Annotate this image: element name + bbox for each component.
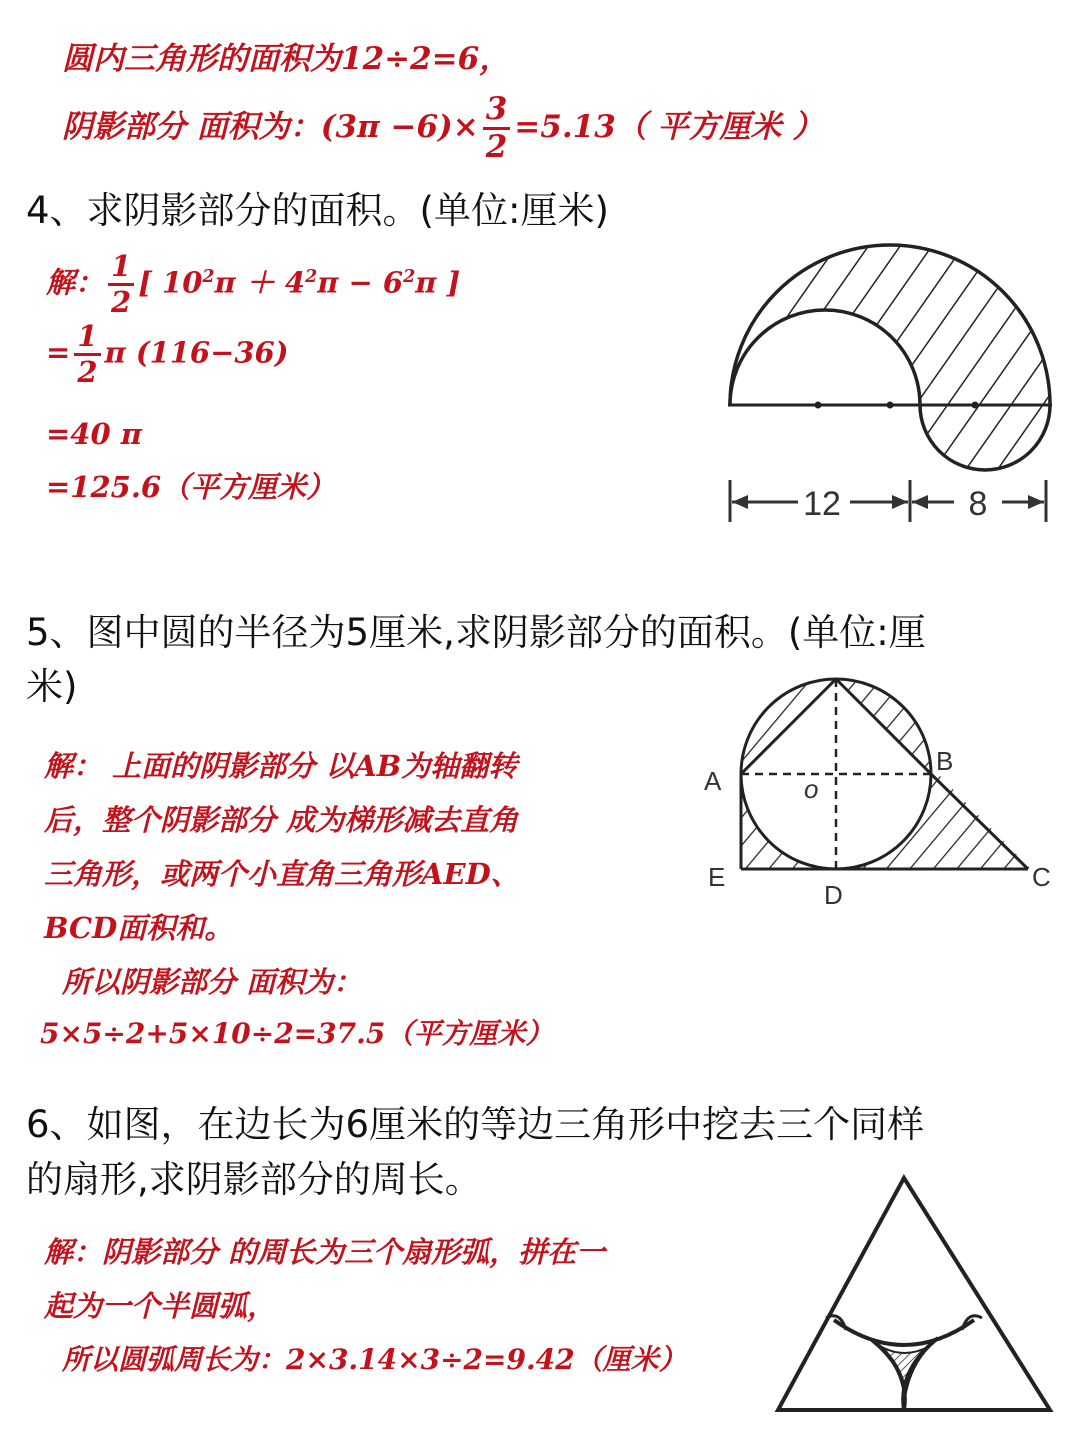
- q6-shaded-region: [880, 1346, 930, 1398]
- prev-answer-line-2: [62, 91, 824, 165]
- q5-label-e: E: [708, 862, 726, 892]
- prev-answer-line-2-post: =5.13（ 平方厘米 ）: [514, 109, 824, 145]
- q5-label-o: o: [804, 774, 819, 804]
- q5-label-a: A: [704, 766, 722, 796]
- q5-solution-line-5: 所以阴影部分 面积为：: [62, 965, 363, 999]
- q4-figure: [720, 230, 1060, 550]
- q6-figure: [762, 1170, 1062, 1440]
- question-5-title-line-1: 5、图中圆的半径为5厘米,求阴影部分的面积。(单位:厘: [26, 611, 926, 654]
- q4-dim-label-8: 8: [968, 485, 988, 523]
- prev-answer-line-1: 圆内三角形的面积为12÷2=6，: [62, 41, 511, 77]
- q4-solution-line-4: =125.6（平方厘米）: [46, 470, 336, 504]
- question-6-title-line-2: 的扇形,求阴影部分的周长。: [26, 1158, 482, 1201]
- q4-solution-line-1: 解： $\frac{1}{2}$ [ $10^2\pi + 4^2\pi - 6^2\pi$ ]: [46, 249, 461, 319]
- q5-solution-line-6: 5×5÷2+5×10÷2=37.5（平方厘米）: [40, 1017, 554, 1050]
- q5-solution-line-2: 后，整个阴影部分 成为梯形减去直角: [44, 803, 519, 837]
- q5-solution-line-4: BCD面积和。: [44, 911, 234, 945]
- question-6-title-line-1: 6、如图，在边长为6厘米的等边三角形中挖去三个同样: [26, 1103, 925, 1146]
- q5-label-c: C: [1032, 862, 1051, 892]
- q4-dim-label-12: 12: [803, 485, 841, 523]
- q5-solution-line-3: 三角形，或两个小直角三角形AED、: [44, 857, 520, 891]
- prev-answer-line-2-pre: 阴影部分 面积为：(3π −6)×: [62, 109, 479, 145]
- q6-solution-line-3: 所以圆弧周长为：2×3.14×3÷2=9.42（厘米）: [62, 1343, 687, 1376]
- q4-solution-line-3: =40 π: [46, 417, 142, 451]
- q6-equilateral-triangle: [778, 1178, 1050, 1410]
- q4-solution-line-2: = $\frac{1}{2}$ π (116−36): [46, 319, 289, 389]
- fraction-three-halves: $\frac{3}{2}$: [483, 94, 511, 163]
- q5-solution-line-1: 解： 上面的阴影部分 以AB为轴翻转: [44, 749, 518, 783]
- question-5-title-line-2: 米): [26, 665, 78, 708]
- question-4-title: 4、求阴影部分的面积。(单位:厘米): [26, 189, 609, 232]
- q5-label-d: D: [824, 880, 843, 910]
- q6-solution-line-1: 解：阴影部分 的周长为三个扇形弧，拼在一: [44, 1235, 606, 1269]
- q6-solution-line-2: 起为一个半圆弧，: [44, 1289, 277, 1323]
- fraction-one-half: $\frac{1}{2}$: [108, 252, 134, 317]
- q5-label-b: B: [936, 746, 954, 776]
- fraction-one-half-2: $\frac{1}{2}$: [74, 322, 100, 387]
- q5-figure: [700, 670, 1060, 910]
